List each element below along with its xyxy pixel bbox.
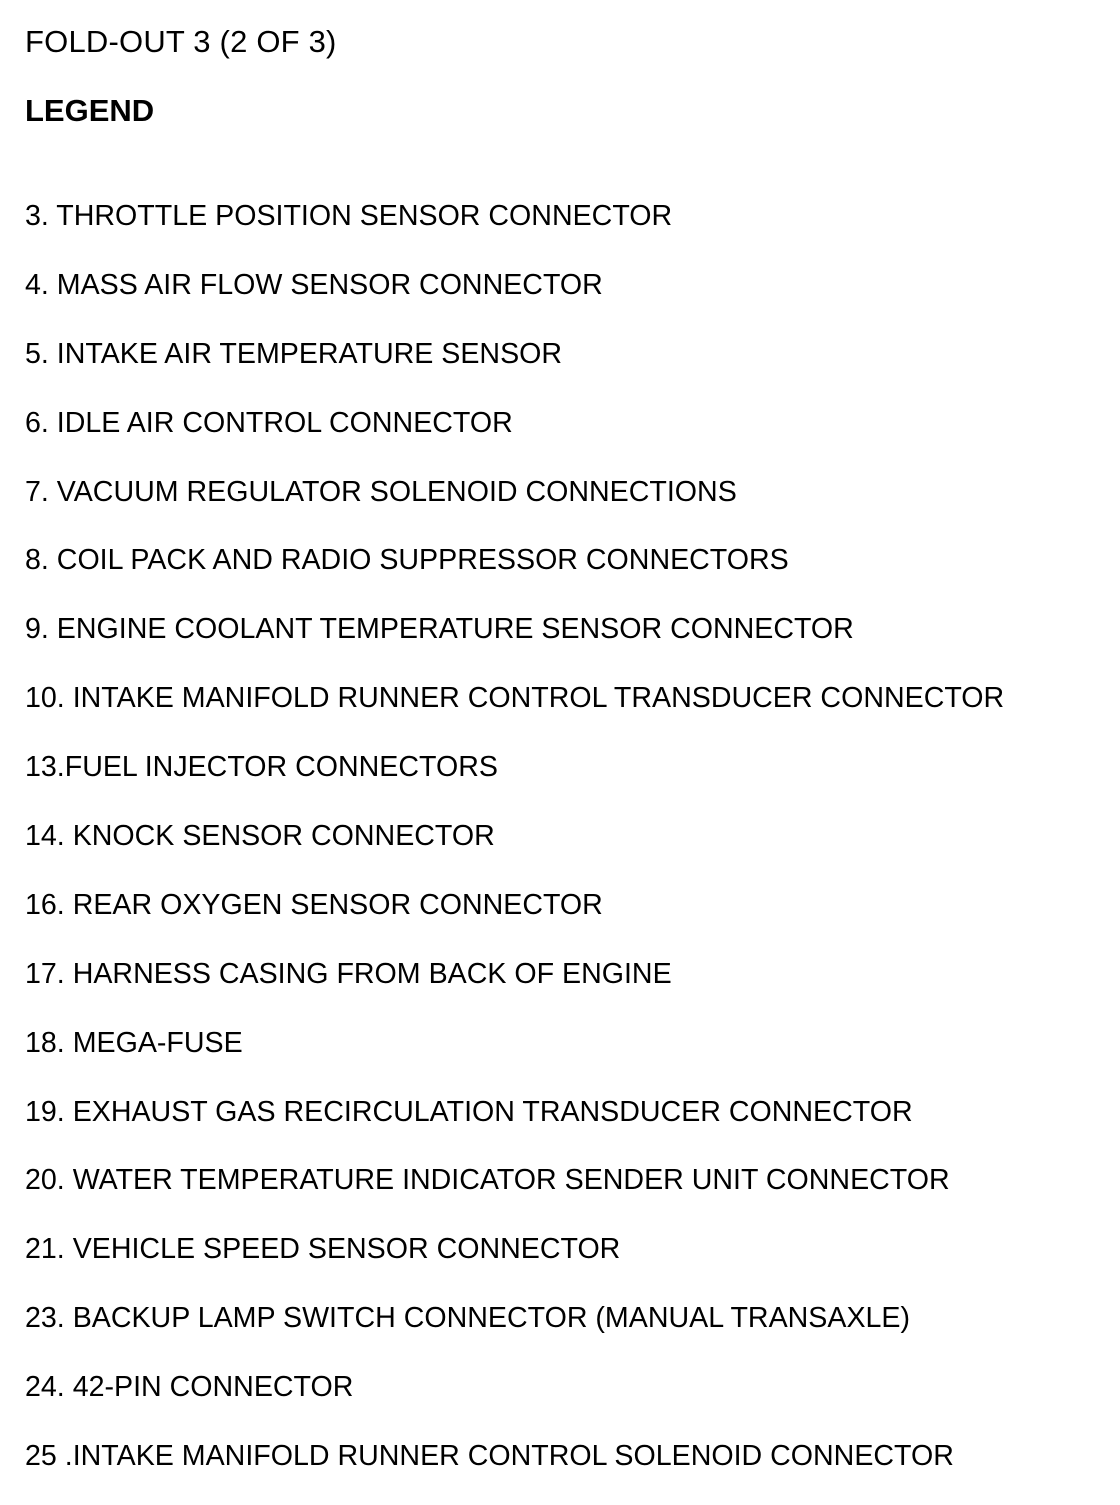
legend-item: 23. BACKUP LAMP SWITCH CONNECTOR (MANUAL TRANSAXLE) bbox=[25, 1302, 911, 1335]
legend-item: 7. VACUUM REGULATOR SOLENOID CONNECTIONS bbox=[25, 475, 737, 508]
legend-item: 3. THROTTLE POSITION SENSOR CONNECTOR bbox=[25, 200, 673, 232]
page-title: FOLD-OUT 3 (2 OF 3) bbox=[25, 24, 337, 59]
legend-item: 20. WATER TEMPERATURE INDICATOR SENDER UNIT CONNECTOR bbox=[25, 1164, 950, 1197]
legend-item: 10. INTAKE MANIFOLD RUNNER CONTROL TRANSDUCER CONNECTOR bbox=[25, 682, 1005, 715]
legend-item: 24. 42-PIN CONNECTOR bbox=[25, 1371, 354, 1404]
legend-item: 9. ENGINE COOLANT TEMPERATURE SENSOR CONNECTOR bbox=[25, 613, 854, 646]
legend-heading: LEGEND bbox=[25, 93, 155, 128]
legend-item: 25 .INTAKE MANIFOLD RUNNER CONTROL SOLENOID CONNECTOR bbox=[25, 1440, 954, 1473]
legend-item: 21. VEHICLE SPEED SENSOR CONNECTOR bbox=[25, 1233, 621, 1266]
legend-item: 13.FUEL INJECTOR CONNECTORS bbox=[25, 751, 498, 784]
legend-item: 4. MASS AIR FLOW SENSOR CONNECTOR bbox=[25, 268, 603, 301]
legend-item: 19. EXHAUST GAS RECIRCULATION TRANSDUCER CONNECTOR bbox=[25, 1095, 913, 1128]
legend-item: 8. COIL PACK AND RADIO SUPPRESSOR CONNECTORS bbox=[25, 544, 789, 577]
legend-item: 18. MEGA-FUSE bbox=[25, 1026, 243, 1059]
legend-item: 14. KNOCK SENSOR CONNECTOR bbox=[25, 820, 495, 853]
legend-item: 16. REAR OXYGEN SENSOR CONNECTOR bbox=[25, 888, 603, 921]
legend-item: 6. IDLE AIR CONTROL CONNECTOR bbox=[25, 406, 513, 439]
legend-item: 5. INTAKE AIR TEMPERATURE SENSOR bbox=[25, 337, 563, 370]
legend-item: 17. HARNESS CASING FROM BACK OF ENGINE bbox=[25, 957, 672, 990]
legend-list bbox=[25, 196, 1004, 1505]
